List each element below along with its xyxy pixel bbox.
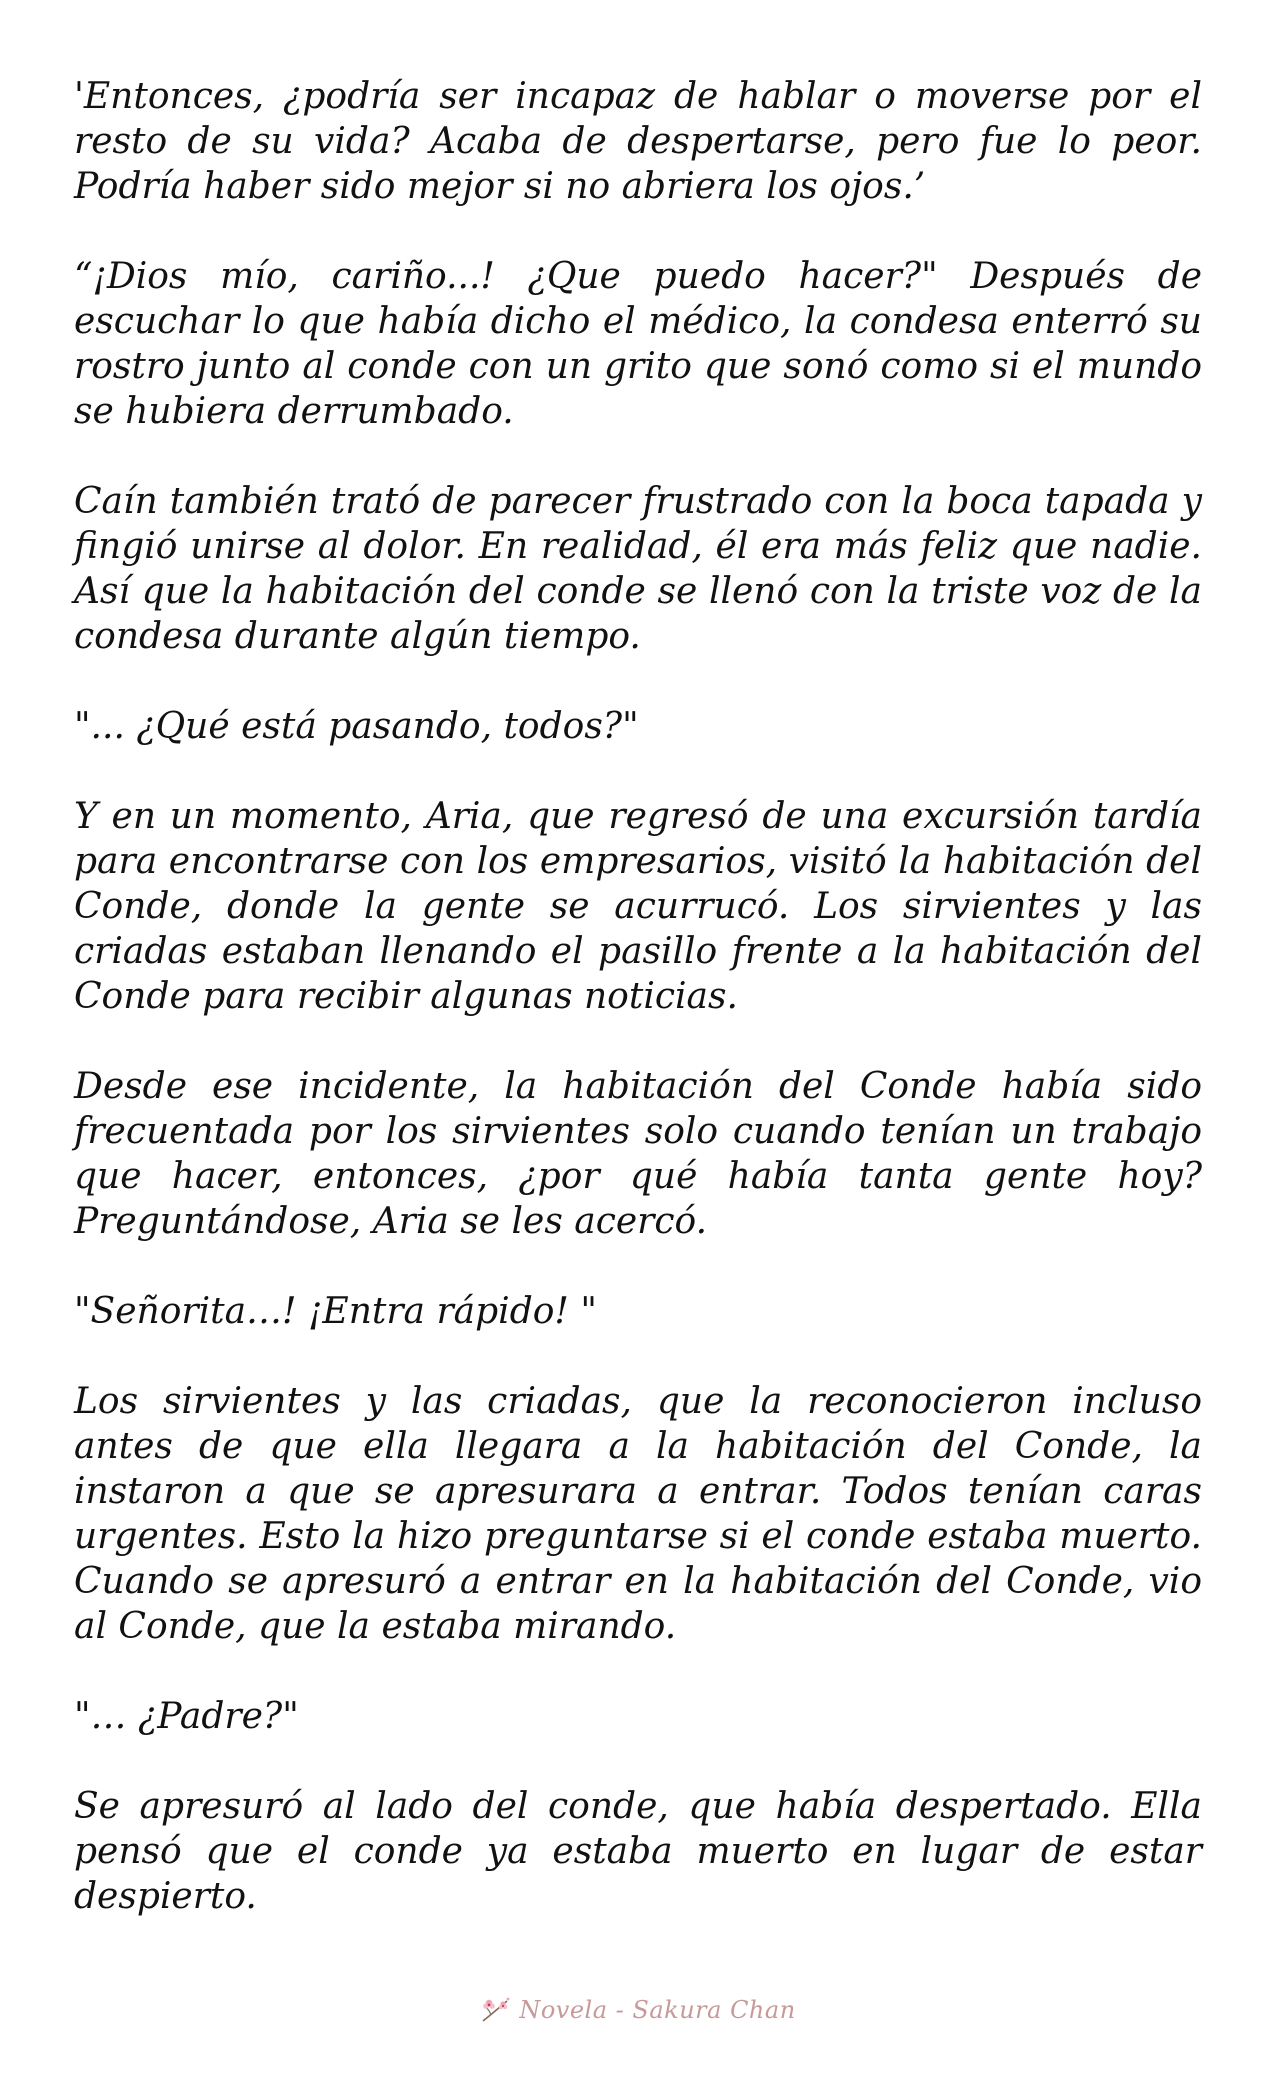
paragraph-3: Caín también trató de parecer frustrado con la boca tapada y fingió unirse al dolor. En realidad, él era más feliz que nadie. Así que la habitación del conde se llenó con la triste voz de la condesa durante algún tiempo. <box>74 481 1202 657</box>
footer-credit <box>479 1995 795 2025</box>
footer-watermark <box>0 1990 1275 2030</box>
story-text <box>74 74 1202 1964</box>
cherry-blossom-icon <box>479 1995 513 2025</box>
paragraph-7: "Señorita…! ¡Entra rápido! " <box>74 1291 597 1332</box>
paragraph-6: Desde ese incidente, la habitación del Conde había sido frecuentada por los sirvientes solo cuando tenían un trabajo que hacer, entonces, ¿por qué había tanta gente hoy? Preguntándose, Aria se les acercó. <box>74 1066 1202 1242</box>
paragraph-2: “¡Dios mío, cariño...! ¿Que puedo hacer?" Después de escuchar lo que había dicho el médico, la condesa enterró su rostro junto al conde con un grito que sonó como si el mundo se hubiera derrumbado. <box>74 256 1202 432</box>
paragraph-8: Los sirvientes y las criadas, que la reconocieron incluso antes de que ella llegara a la habitación del Conde, la instaron a que se apresurara a entrar. Todos tenían caras urgentes. Esto la hizo preguntarse si el conde estaba muerto. Cuando se apresuró a entrar en la habitación del Conde, vio al Conde, que la estaba mirando. <box>74 1381 1202 1647</box>
paragraph-10: Se apresuró al lado del conde, que había despertado. Ella pensó que el conde ya estaba muerto en lugar de estar despierto. <box>74 1786 1202 1917</box>
footer-label: Novela - Sakura Chan <box>519 1996 796 2024</box>
paragraph-4: "... ¿Qué está pasando, todos?" <box>74 706 639 747</box>
paragraph-1: 'Entonces, ¿podría ser incapaz de hablar o moverse por el resto de su vida? Acaba de despertarse, pero fue lo peor. Podría haber sido mejor si no abriera los ojos.’ <box>74 76 1202 207</box>
paragraph-9: "… ¿Padre?" <box>74 1696 299 1737</box>
paragraph-5: Y en un momento, Aria, que regresó de una excursión tardía para encontrarse con los empresarios, visitó la habitación del Conde, donde la gente se acurrucó. Los sirvientes y las criadas estaban llenando el pasillo frente a la habitación del Conde para recibir algunas noticias. <box>74 796 1202 1017</box>
